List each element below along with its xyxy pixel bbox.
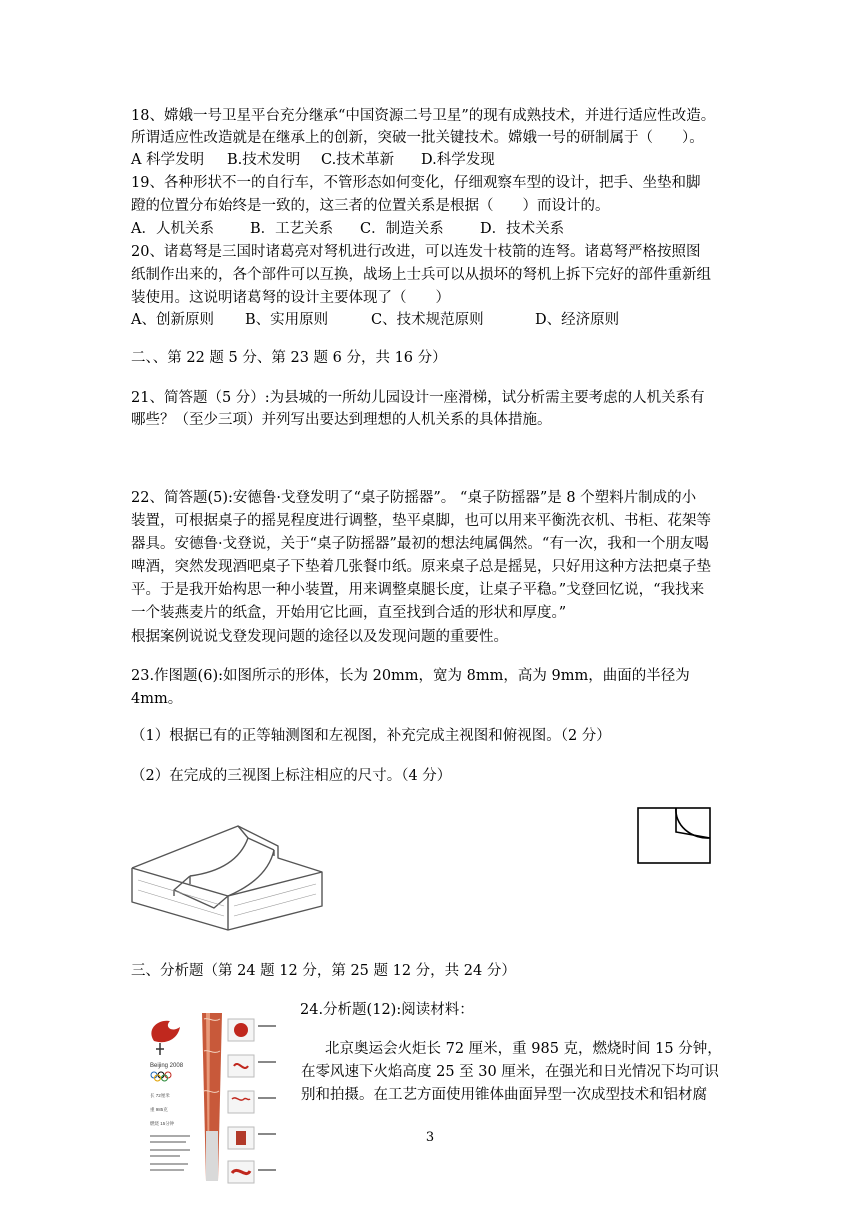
- q23-part2: （2）在完成的三视图上标注相应的尺寸。（4 分）: [131, 768, 452, 784]
- q24-line1: 北京奥运会火炬长 72 厘米，重 985 克，燃烧时间 15 分钟，: [325, 1041, 722, 1057]
- q20-option-a: A、创新原则: [131, 312, 214, 328]
- olympic-torch-figure: [142, 1011, 300, 1191]
- section-2-heading: 二、、第 22 题 5 分、第 23 题 6 分，共 16 分）: [131, 350, 447, 366]
- isometric-drawing: [128, 820, 328, 932]
- q23-part1: （1）根据已有的正等轴测图和左视图，补充完成主视图和俯视图。（2 分）: [131, 728, 611, 744]
- q22-line2: 装置，可根据桌子的摇晃程度进行调整，垫平桌脚，也可以用来平衡洗衣机、书柜、花架等: [131, 513, 711, 529]
- q20-option-d: D、经济原则: [535, 312, 620, 328]
- left-view-drawing: [636, 806, 714, 866]
- q18-option-d: D.科学发现: [421, 152, 495, 168]
- q18-option-b: B.技术发明: [227, 152, 301, 168]
- q22-line5: 平。于是我开始构思一种小装置，用来调整桌腿长度，让桌子平稳。”戈登回忆说，“我找来: [131, 582, 705, 598]
- q22-line4: 啤酒，突然发现酒吧桌子下垫着几张餐巾纸。原来桌子总是摇晃，只好用这种方法把桌子垫: [131, 559, 711, 575]
- q20-line1: 20、诸葛弩是三国时诸葛亮对弩机进行改进，可以连发十枝箭的连弩。诸葛弩严格按照图: [131, 244, 701, 260]
- q24-line2: 在零风速下火焰高度 25 至 30 厘米，在强光和日光情况下均可识: [301, 1064, 719, 1080]
- q18-line1: 18、嫦娥一号卫星平台充分继承“中国资源二号卫星”的现有成熟技术，并进行适应性改造。: [131, 108, 716, 124]
- q19-options: [131, 219, 564, 239]
- q22-line3: 器具。安德鲁·戈登说，关于“桌子防摇器”最初的想法纯属偶然。“有一次，我和一个朋友喝: [131, 536, 709, 552]
- q21-line1: 21、简答题（5 分）:为县城的一所幼儿园设计一座滑梯，试分析需主要考虑的人机关系有: [131, 390, 705, 406]
- q22-line6: 一个装燕麦片的纸盒，开始用它比画，直至找到合适的形状和厚度。”: [131, 605, 567, 621]
- q19-option-a: A．人机关系: [131, 221, 214, 237]
- torch-caption-3: 燃烧 15分钟: [150, 1121, 175, 1126]
- q18-option-c: C.技术革新: [321, 152, 395, 168]
- q20-option-b: B、实用原则: [245, 312, 329, 328]
- q20-options: [131, 310, 619, 330]
- section-3-heading: 三、分析题（第 24 题 12 分，第 25 题 12 分，共 24 分）: [131, 963, 516, 979]
- q19-option-c: C．制造关系: [360, 221, 444, 237]
- q24-title: 24.分析题(12):阅读材料：: [300, 1002, 474, 1018]
- q23-line1: 23.作图题(6):如图所示的形体，长为 20mm，宽为 8mm，高为 9mm，曲面的半径为: [131, 668, 690, 684]
- q22-question: 根据案例说说戈登发现问题的途径以及发现问题的重要性。: [131, 629, 508, 645]
- q18-option-a: A 科学发明: [131, 152, 205, 168]
- q18-options: [131, 150, 495, 170]
- q23-line2: 4mm。: [131, 691, 183, 707]
- q19-option-b: B．工艺关系: [250, 221, 334, 237]
- q20-line2: 纸制作出来的，各个部件可以互换，战场上士兵可以从损坏的弩机上拆下完好的部件重新组: [131, 267, 711, 283]
- q19-line2: 蹬的位置分布始终是一致的，这三者的位置关系是根据（ ）而设计的。: [131, 198, 610, 214]
- q20-option-c: C、技术规范原则: [371, 312, 484, 328]
- page-number: 3: [425, 1130, 435, 1145]
- q21-line2: 哪些？（至少三项）并列写出要达到理想的人机关系的具体措施。: [131, 412, 552, 428]
- torch-logo-text: Beijing 2008: [150, 1063, 184, 1069]
- q20-line3: 装使用。这说明诸葛弩的设计主要体现了（ ）: [131, 290, 450, 306]
- q22-line1: 22、简答题(5):安德鲁·戈登发明了“桌子防摇器”。 “桌子防摇器”是 8 个塑料片制成的小: [131, 490, 697, 506]
- q19-line1: 19、各种形状不一的自行车，不管形态如何变化，仔细观察车型的设计，把手、坐垫和脚: [131, 175, 701, 191]
- q19-option-d: D．技术关系: [480, 221, 565, 237]
- q18-line2: 所谓适应性改造就是在继承上的创新，突破一批关键技术。嫦娥一号的研制属于（ ）。: [131, 130, 704, 146]
- q24-line3: 别和拍摄。在工艺方面使用锥体曲面异型一次成型技术和铝材腐: [301, 1087, 707, 1103]
- torch-caption-1: 长 72厘米: [150, 1093, 170, 1098]
- torch-caption-2: 重 985克: [150, 1107, 168, 1112]
